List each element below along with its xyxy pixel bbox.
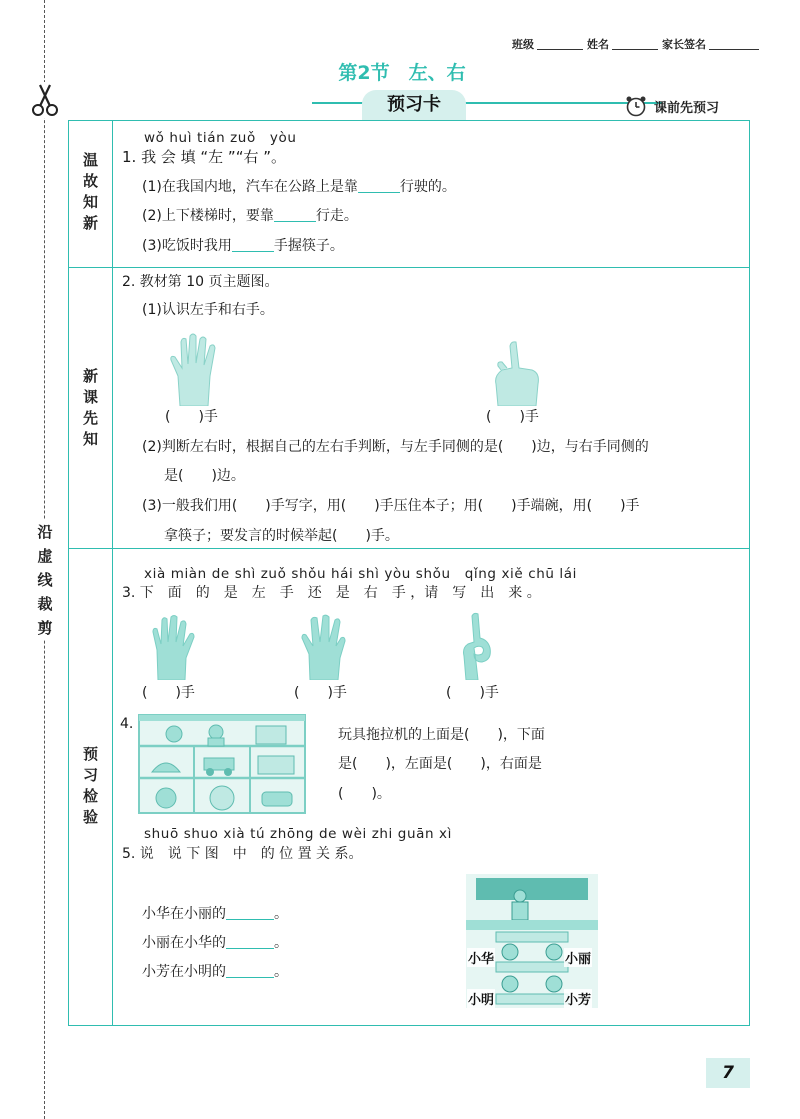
hand-caption-1: ( )手 bbox=[165, 409, 218, 425]
section-label-review: 温 故 知 新 bbox=[82, 151, 98, 232]
ok-hand-icon bbox=[452, 612, 502, 680]
q5-item-3: 小芳在小明的 。 bbox=[142, 964, 288, 980]
cut-guide-label: 沿虚线裁剪 bbox=[33, 520, 57, 640]
q1-blank-2[interactable] bbox=[274, 221, 316, 222]
hand-caption-2: ( )手 bbox=[486, 409, 539, 425]
q5-blank-2[interactable] bbox=[226, 948, 274, 949]
hand-back-icon-2 bbox=[300, 614, 350, 680]
section-label-new-lesson: 新 课 先 知 bbox=[82, 367, 98, 448]
class-label: 班级 bbox=[512, 38, 534, 51]
q3-caption-1: ( )手 bbox=[142, 685, 195, 701]
q1-title: 1. 我 会 填 “左 ”“右 ”。 bbox=[122, 148, 287, 166]
q1-item-1: (1)在我国内地，汽车在公路上是靠 行驶的。 bbox=[142, 179, 456, 195]
card-title: 预习卡 bbox=[362, 90, 466, 120]
label-xiaoming: 小明 bbox=[467, 989, 495, 1008]
q3-pinyin: xià miàn de shì zuǒ shǒu hái shì yòu shǒu qǐng xiě chū lái bbox=[144, 566, 577, 582]
q5-title: 5. 说 说 下 图 中 的 位 置 关 系。 bbox=[122, 846, 363, 862]
q1-item-3: (3)吃饭时我用 手握筷子。 bbox=[142, 238, 344, 254]
name-label: 姓名 bbox=[587, 38, 609, 51]
parent-sign-label: 家长签名 bbox=[662, 38, 706, 51]
q2-sub2-line1: (2)判断左右时，根据自己的左右手判断，与左手同侧的是( )边，与右手同侧的 bbox=[142, 439, 649, 455]
hand-back-icon-1 bbox=[150, 614, 196, 680]
q3-title: 3. 下 面 的 是 左 手 还 是 右 手 ，请 写 出 来 。 bbox=[122, 585, 541, 601]
parent-sign-field[interactable] bbox=[709, 49, 759, 50]
label-xiaofang: 小芳 bbox=[564, 989, 592, 1008]
q5-blank-3[interactable] bbox=[226, 977, 274, 978]
divider-review-new bbox=[68, 267, 750, 268]
section-label-check: 预 习 检 验 bbox=[82, 745, 98, 826]
alarm-clock-icon bbox=[624, 94, 648, 118]
q5-item-2: 小丽在小华的 。 bbox=[142, 935, 288, 951]
q4-text-line2: 是( )，左面是( )，右面是 bbox=[338, 756, 542, 772]
q5-pinyin: shuō shuo xià tú zhōng de wèi zhi guān xì bbox=[144, 826, 452, 842]
name-field[interactable] bbox=[612, 49, 658, 50]
q2-title: 2. 教材第 10 页主题图。 bbox=[122, 274, 279, 290]
q2-sub3-line1: (3)一般我们用( )手写字，用( )手压住本子；用( )手端碗，用( )手 bbox=[142, 498, 640, 514]
q1-item-2: (2)上下楼梯时，要靠 行走。 bbox=[142, 208, 358, 224]
classroom-illustration bbox=[466, 874, 598, 1008]
q4-text-line1: 玩具拖拉机的上面是( )，下面 bbox=[338, 727, 545, 743]
q1-blank-1[interactable] bbox=[358, 192, 400, 193]
label-xiaohua: 小华 bbox=[467, 948, 495, 967]
q3-caption-2: ( )手 bbox=[294, 685, 347, 701]
q5-item-1: 小华在小丽的 。 bbox=[142, 906, 288, 922]
q5-blank-1[interactable] bbox=[226, 919, 274, 920]
category-column bbox=[68, 120, 113, 1026]
divider-new-check bbox=[68, 548, 750, 549]
label-xiaoli: 小丽 bbox=[564, 948, 592, 967]
student-info-fields bbox=[512, 36, 763, 52]
q1-pinyin: wǒ huì tián zuǒ yòu bbox=[144, 130, 297, 146]
pointing-hand-icon bbox=[488, 340, 548, 406]
toy-shelf-illustration bbox=[138, 714, 306, 814]
q2-sub3-line2: 拿筷子；要发言的时候举起( )手。 bbox=[164, 528, 399, 544]
q4-text-line3: ( )。 bbox=[338, 786, 391, 802]
section-title: 第2节 左、右 bbox=[338, 62, 466, 84]
q1-blank-3[interactable] bbox=[232, 251, 274, 252]
scissors-icon bbox=[30, 82, 60, 118]
preview-badge bbox=[624, 94, 719, 118]
q2-sub2-line2: 是( )边。 bbox=[164, 468, 245, 484]
q2-sub1: (1)认识左手和右手。 bbox=[142, 302, 274, 318]
q4-number: 4. bbox=[120, 716, 134, 732]
q3-caption-3: ( )手 bbox=[446, 685, 499, 701]
open-hand-icon bbox=[168, 332, 224, 406]
page-number: 7 bbox=[706, 1058, 750, 1088]
preview-badge-label: 课前先预习 bbox=[654, 100, 720, 116]
class-field[interactable] bbox=[537, 49, 583, 50]
